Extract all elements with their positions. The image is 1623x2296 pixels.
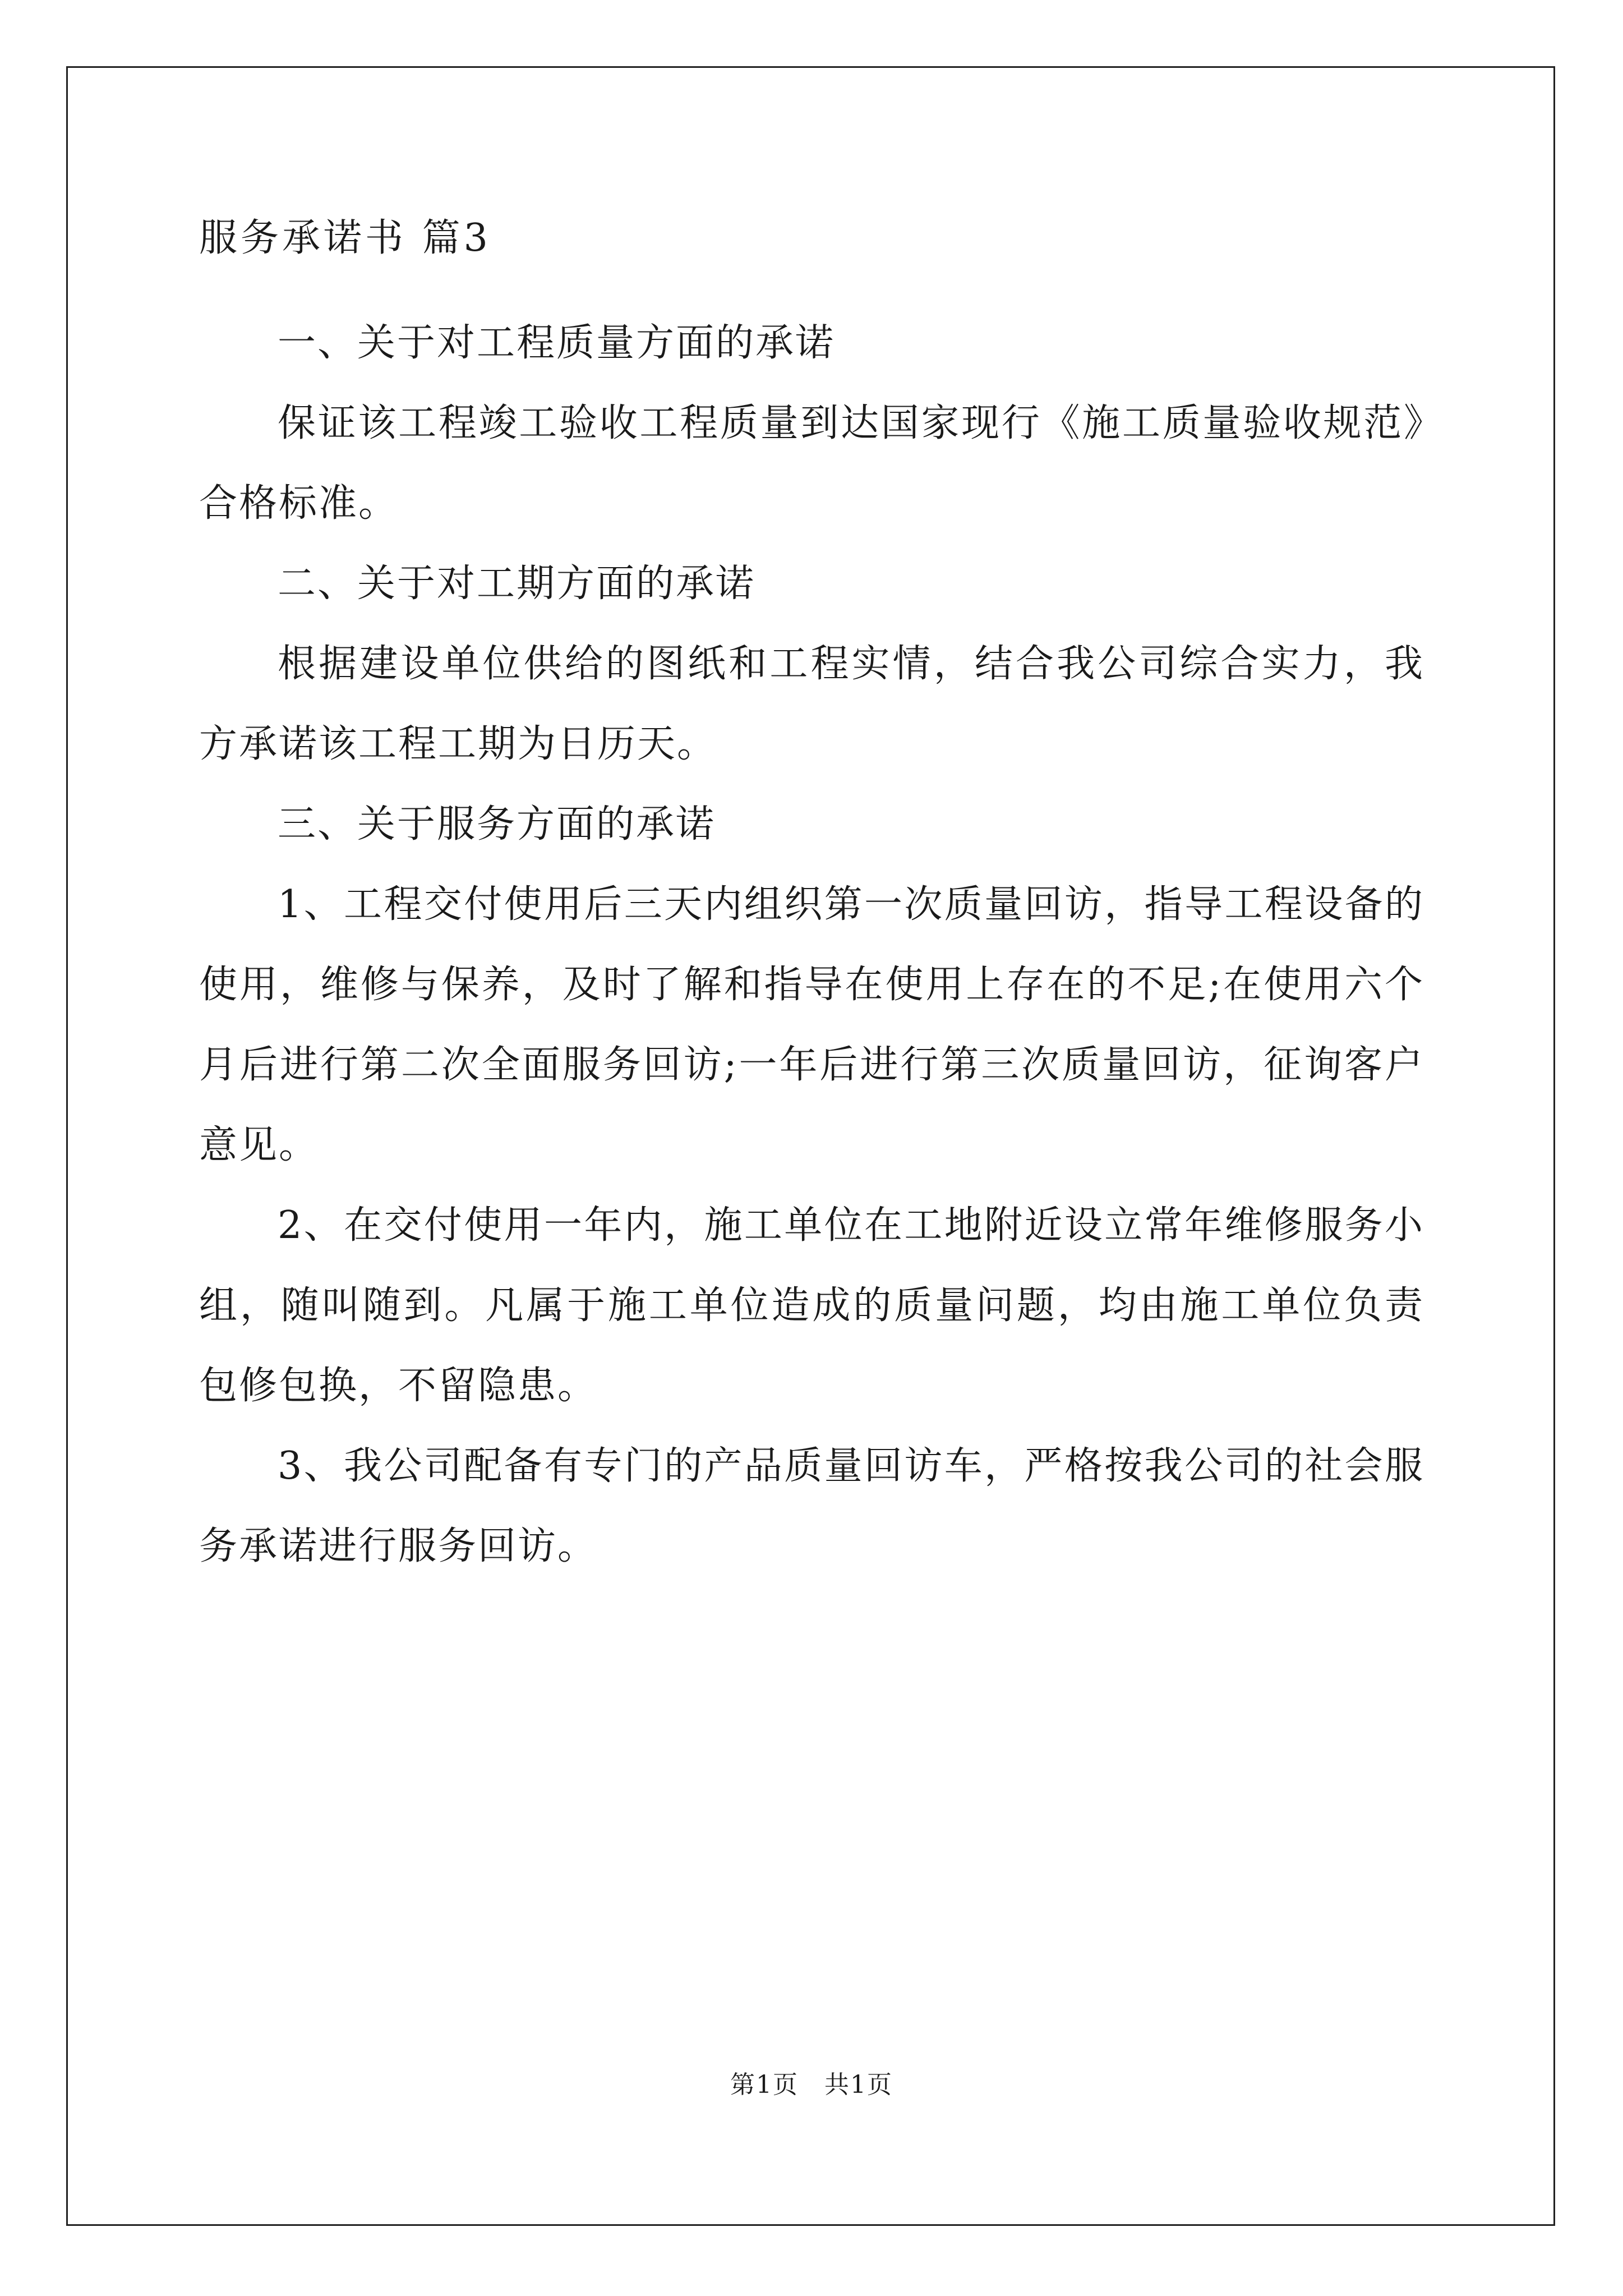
section-heading-quality: 一、关于对工程质量方面的承诺 (278, 321, 836, 365)
document-body (199, 216, 1424, 1586)
paragraph-service-2: 2、在交付使用一年内，施工单位在工地附近设立常年维修服务小组，随叫随到。凡属于施工单位造成的质量问题，均由施工单位负责包修包换，不留隐患。 (199, 1203, 1424, 1408)
paragraph-service-1: 1、工程交付使用后三天内组织第一次质量回访，指导工程设备的使用，维修与保养，及时了解和指导在使用上存在的不足;在使用六个月后进行第二次全面服务回访;一年后进行第三次质量回访，征询客户意见。 (199, 882, 1424, 1167)
page-number: 第1页 共1页 (730, 2070, 893, 2099)
paragraph-quality: 保证该工程竣工验收工程质量到达国家现行《施工质量验收规范》合格标准。 (199, 401, 1424, 526)
section-heading-schedule: 二、关于对工期方面的承诺 (278, 562, 756, 606)
section-heading-service: 三、关于服务方面的承诺 (278, 802, 716, 846)
paragraph-schedule: 根据建设单位供给的图纸和工程实情，结合我公司综合实力，我方承诺该工程工期为日历天。 (199, 642, 1424, 766)
paragraph-service-3: 3、我公司配备有专门的产品质量回访车，严格按我公司的社会服务承诺进行服务回访。 (199, 1444, 1424, 1568)
document-title: 服务承诺书 篇3 (199, 216, 491, 260)
